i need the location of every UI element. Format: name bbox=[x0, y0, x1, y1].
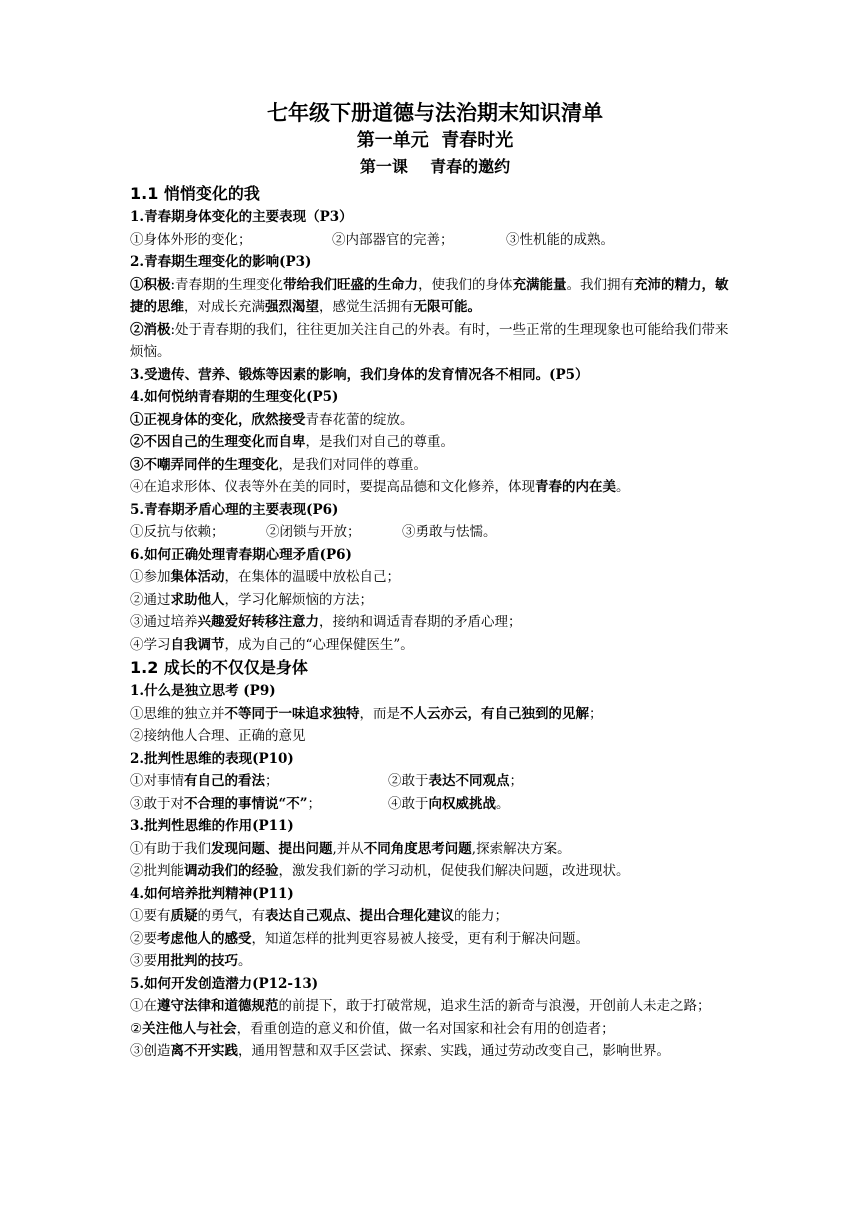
answer-paragraph: ①在遵守法律和道德规范的前提下，敢于打破常规，追求生活的新奇与浪漫，开创前人未走之路； bbox=[130, 998, 711, 1014]
answer-line: ③通过培养兴趣爱好转移注意力，接纳和调适青春期的矛盾心理； bbox=[130, 614, 522, 630]
answer-line: ③创造离不开实践，通用智慧和双手区尝试、探索、实践，通过劳动改变自己，影响世界。 bbox=[130, 1043, 670, 1059]
answer-item: ③敢于对不合理的事情说“不”； bbox=[130, 795, 322, 812]
answer-item: ②闭锁与开放； bbox=[266, 524, 361, 540]
section-heading-1-2: 1.2 成长的不仅仅是身体 bbox=[130, 658, 308, 677]
answer-line: ①有助于我们发现问题、提出问题,并从不同角度思考问题,探索解决方案。 bbox=[130, 840, 571, 857]
answer-paragraph: ②消极:处于青春期的我们，往往更加关注自己的外表。有时，一些正常的生理现象也可能给我们带来烦恼。 bbox=[130, 321, 729, 360]
document-content bbox=[130, 98, 740, 1063]
question-title: 6.如何正确处理青春期心理矛盾(P6) bbox=[130, 546, 352, 563]
answer-line: ④学习自我调节，成为自己的“心理保健医生”。 bbox=[130, 636, 414, 653]
answer-line: ②要考虑他人的感受，知道怎样的批判更容易被人接受，更有利于解决问题。 bbox=[130, 930, 589, 947]
question-title: 1.什么是独立思考 (P9) bbox=[130, 683, 276, 699]
answer-line: ③要用批判的技巧。 bbox=[130, 953, 252, 969]
answer-item: ②敢于表达不同观点； bbox=[388, 773, 523, 789]
answer-line: ②通过求助他人，学习化解烦恼的方法； bbox=[130, 591, 373, 608]
answer-line: ③不嘲弄同伴的生理变化，是我们对同伴的尊重。 bbox=[130, 456, 427, 473]
lesson-title: 第一课 青春的邀约 bbox=[359, 157, 511, 176]
answer-line: ①思维的独立并不等同于一味追求独特，而是不人云亦云，有自己独到的见解； bbox=[130, 705, 603, 722]
answer-item: ①身体外形的变化； bbox=[130, 231, 252, 248]
unit-title: 第一单元 青春时光 bbox=[356, 130, 514, 151]
question-title: 5.如何开发创造潜力(P12-13) bbox=[130, 975, 319, 992]
answer-item: ①反抗与依赖； bbox=[130, 524, 225, 540]
answer-item: ④敢于向权威挑战。 bbox=[388, 795, 510, 812]
answer-item: ①对事情有自己的看法； bbox=[130, 773, 279, 789]
section-heading-1-1: 1.1 悄悄变化的我 bbox=[130, 184, 260, 203]
answer-row bbox=[130, 793, 740, 816]
answer-line: ①正视身体的变化，欣然接受青春花蕾的绽放。 bbox=[130, 411, 414, 428]
answer-line: ②批判能调动我们的经验，激发我们新的学习动机，促使我们解决问题，改进现状。 bbox=[130, 863, 630, 879]
answer-line: ②不因自己的生理变化而自卑，是我们对自己的尊重。 bbox=[130, 434, 454, 450]
question-title: 1.青春期身体变化的主要表现（P3） bbox=[130, 209, 353, 225]
answer-line: ①要有质疑的勇气，有表达自己观点、提出合理化建议的能力； bbox=[130, 908, 508, 924]
question-title: 4.如何悦纳青春期的生理变化(P5) bbox=[130, 389, 339, 405]
document-title: 七年级下册道德与法治期末知识清单 bbox=[267, 101, 603, 125]
answer-line: ②接纳他人合理、正确的意见 bbox=[130, 728, 306, 744]
answer-row bbox=[130, 770, 740, 793]
question-title: 2.青春期生理变化的影响(P3) bbox=[130, 254, 312, 270]
answer-line: ①参加集体活动，在集体的温暖中放松自己； bbox=[130, 569, 400, 585]
question-title: 3.受遗传、营养、锻炼等因素的影响，我们身体的发育情况各不相同。(P5） bbox=[130, 366, 589, 383]
answer-item: ③性机能的成熟。 bbox=[506, 231, 614, 248]
question-title: 3.批判性思维的作用(P11) bbox=[130, 818, 294, 834]
answer-item: ③勇敢与怯懦。 bbox=[402, 524, 497, 540]
answer-line: ②关注他人与社会，看重创造的意义和价值，做一名对国家和社会有用的创造者； bbox=[130, 1020, 615, 1037]
answer-line: ④在追求形体、仪表等外在美的同时，要提高品德和文化修养，体现青春的内在美。 bbox=[130, 479, 630, 495]
answer-row bbox=[130, 229, 740, 252]
question-title: 2.批判性思维的表现(P10) bbox=[130, 750, 294, 767]
answer-item: ②内部器官的完善； bbox=[332, 231, 454, 248]
answer-row bbox=[130, 521, 740, 544]
question-title: 5.青春期矛盾心理的主要表现(P6) bbox=[130, 501, 339, 518]
answer-paragraph: ①积极:青春期的生理变化带给我们旺盛的生命力，使我们的身体充满能量。我们拥有充沛的精力，敏捷的思维，对成长充满强烈渴望，感觉生活拥有无限可能。 bbox=[130, 276, 729, 315]
question-title: 4.如何培养批判精神(P11) bbox=[130, 885, 294, 902]
